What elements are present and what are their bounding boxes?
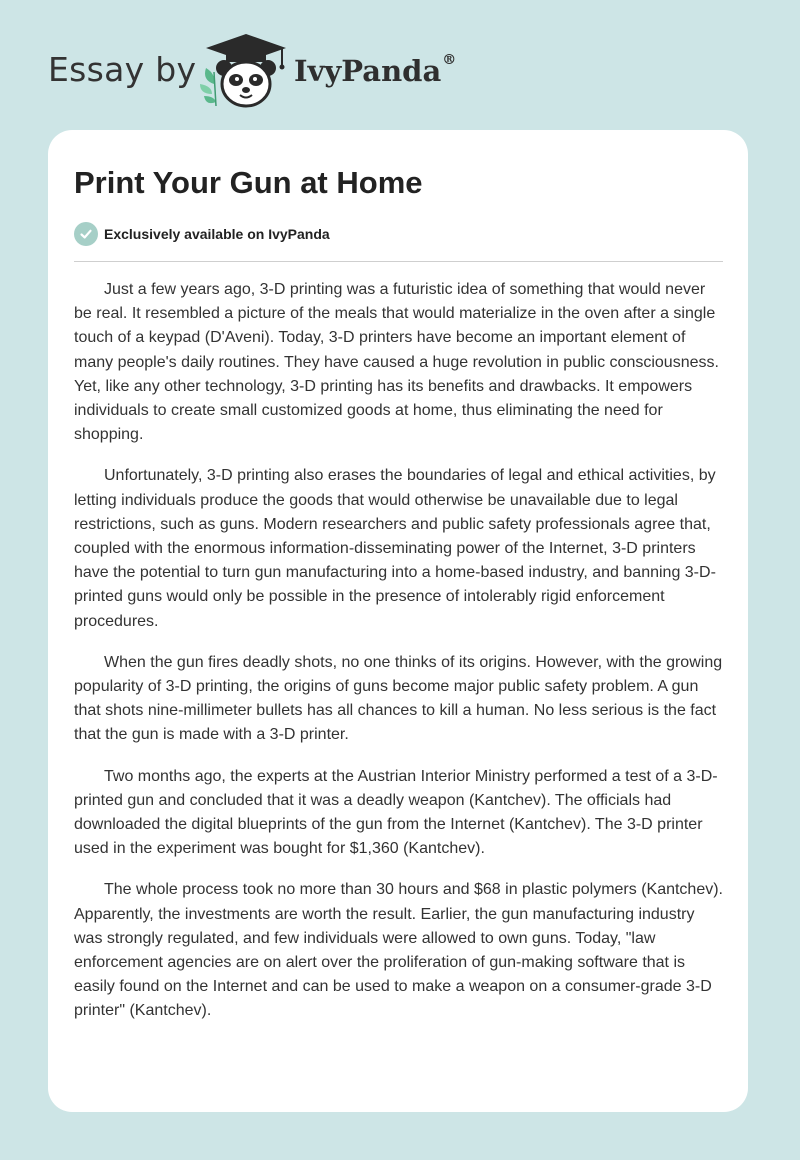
essay-paragraph-2: Unfortunately, 3-D printing also erases the boundaries of legal and ethical activities, by letting individuals produce the goods that would otherwise be unavailable due to legal restrictions, such as guns. Modern researchers and public safety professionals agree that, coupled with the enormous information-disseminating power of the Internet, 3-D printers have the potential to turn gun manufacturing into a home-based industry, and banning 3-D-printed guns would only be possible in the presence of intolerably rigid enforcement procedures. <box>74 467 716 630</box>
essay-card <box>48 130 748 1112</box>
exclusive-badge-text: Exclusively available on IvyPanda <box>104 226 330 242</box>
registered-mark: ® <box>442 52 457 68</box>
title-divider <box>74 261 723 262</box>
essay-body <box>74 278 724 1041</box>
brand-header[interactable] <box>48 30 508 110</box>
brand-prefix: Essay by <box>48 50 197 89</box>
panda-graduate-icon <box>200 32 292 110</box>
check-circle-icon <box>74 222 98 246</box>
essay-paragraph-1: Just a few years ago, 3-D printing was a futuristic idea of something that would never be real. It resembled a picture of the meals that would materialize in the oven after a single touch of a keypad (D'Aveni). Today, 3-D printers have become an important element of many people's daily routines. They have caused a huge revolution in public consciousness. Yet, like any other technology, 3-D printing has its benefits and drawbacks. It empowers individuals to create small customized goods at home, thus eliminating the need for shopping. <box>74 281 719 444</box>
brand-name <box>294 54 456 88</box>
essay-paragraph-3: When the gun fires deadly shots, no one thinks of its origins. However, with the growing popularity of 3-D printing, the origins of guns become major public safety problem. A gun that shots nine-millimeter bullets has all chances to kill a human. No less serious is the fact that the gun is made with a 3-D printer. <box>74 653 723 744</box>
brand-name-text: IvyPanda <box>294 54 442 88</box>
essay-paragraph-4: Two months ago, the experts at the Austrian Interior Ministry performed a test of a 3-D-printed gun and concluded that it was a deadly weapon (Kantchev). The officials had downloaded the digital blueprints of the gun from the Internet (Kantchev). The 3-D printer used in the experiment was bought for $1,360 (Kantchev). <box>74 767 718 858</box>
essay-paragraph-5: The whole process took no more than 30 hours and $68 in plastic polymers (Kantchev). Apparently, the investments are worth the result. Earlier, the gun manufacturing industry was strongly regulated, and few individuals were allowed to own guns. Today, "law enforcement agencies are on alert over the proliferation of gun-making software that is easily found on the Internet and can be used to make a weapon on a consumer-grade 3-D printer" (Kantchev). <box>74 881 723 1020</box>
essay-title: Print Your Gun at Home <box>74 165 423 200</box>
exclusive-badge <box>74 222 330 246</box>
